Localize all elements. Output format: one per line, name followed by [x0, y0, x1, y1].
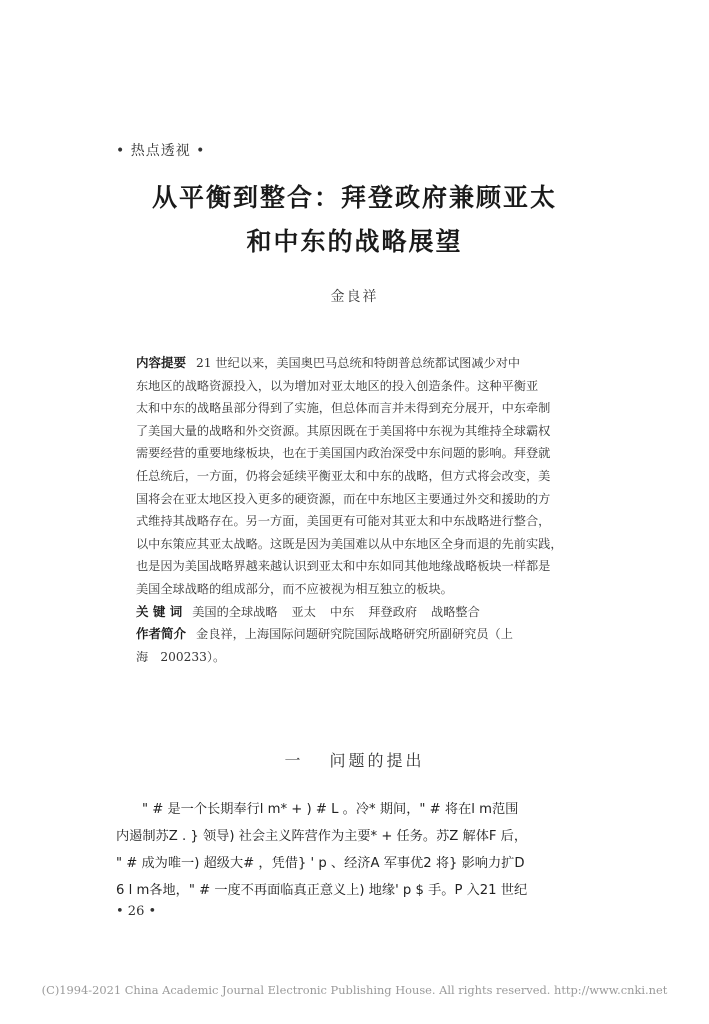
section-title: 问题的提出 — [329, 751, 425, 770]
abstract-line: 任总统后，一方面，仍将会延续平衡亚太和中东的战略，但方式将会改变，美 — [136, 468, 551, 483]
keywords-label: 关 键 词 — [136, 603, 183, 619]
title-line-2: 和中东的战略展望 — [246, 227, 463, 256]
abstract-line: 也是因为美国战略界越来越认识到亚太和中东如同其他地缘战略板块一样都是 — [136, 559, 551, 574]
keywords-line — [136, 601, 600, 624]
abstract-line: 需要经营的重要地缘板块，也在于美国国内政治深受中东问题的影响。拜登就 — [136, 446, 551, 461]
section-number: 一 — [284, 751, 304, 770]
title-line-1: 从平衡到整合：拜登政府兼顾亚太 — [151, 183, 557, 212]
abstract-line: 美国全球战略的组成部分，而不应被视为相互独立的板块。 — [136, 581, 453, 596]
body-line: 6 l m各地，" # 一度不再面临真正意义上) 地缘' p $ 手。P 入21 世纪 — [116, 883, 528, 898]
author-bio-label: 作者简介 — [136, 626, 187, 642]
keyword: 拜登政府 — [368, 604, 418, 619]
keyword: 战略整合 — [431, 604, 480, 619]
abstract-line — [136, 352, 600, 375]
keyword: 亚太 — [291, 604, 316, 619]
page-number: • 26 • — [116, 904, 157, 919]
abstract-line: 以中东策应其亚太战略。这既是因为美国难以从中东地区全身而退的先前实践， — [136, 536, 563, 551]
author-name: 金良祥 — [330, 289, 379, 305]
abstract-line: 东地区的战略资源投入，以为增加对亚太地区的投入创造条件。这种平衡亚 — [136, 378, 539, 393]
abstract-section — [136, 352, 600, 668]
body-line: " # 是一个长期奉行l m* + ) # L 。冷* 期间，" # 将在l m范围 — [142, 802, 519, 817]
keyword: 中东 — [329, 604, 355, 619]
copyright-footer: (C)1994-2021 China Academic Journal Electronic Publishing House. All rights reserved. http://www.cnki.net — [41, 983, 668, 997]
author-bio-line-2: 海 200233）。 — [136, 649, 226, 664]
author-bio-text: 金良祥，上海国际问题研究院国际战略研究所副研究员（上 — [196, 627, 513, 642]
author-bio-line — [136, 623, 600, 646]
abstract-text: 21 世纪以来，美国奥巴马总统和特朗普总统都试图减少对中 — [196, 356, 521, 370]
abstract-line: 式维持其战略存在。另一方面，美国更有可能对其亚太和中东战略进行整合， — [136, 514, 551, 529]
body-text — [116, 796, 601, 904]
abstract-line: 太和中东的战略虽部分得到了实施，但总体而言并未得到充分展开，中东牵制 — [136, 401, 551, 416]
body-line: 内遏制苏Z . } 领导) 社会主义阵营作为主要* + 任务。苏Z 解体F 后， — [116, 829, 528, 844]
body-line: " # 成为唯一) 超级大# ，凭借} ' p 、经济A 军事优2 将} 影响力扩D — [116, 856, 525, 871]
column-tag: • 热点透视 • — [116, 143, 206, 159]
section-heading — [0, 748, 709, 771]
abstract-line: 了美国大量的战略和外交资源。其原因既在于美国将中东视为其维持全球霸权 — [136, 423, 551, 438]
abstract-line: 国将会在亚太地区投入更多的硬资源，而在中东地区主要通过外交和援助的方 — [136, 491, 551, 506]
article-title — [0, 176, 709, 264]
abstract-label: 内容提要 — [136, 355, 187, 370]
keyword: 美国的全球战略 — [192, 604, 278, 619]
